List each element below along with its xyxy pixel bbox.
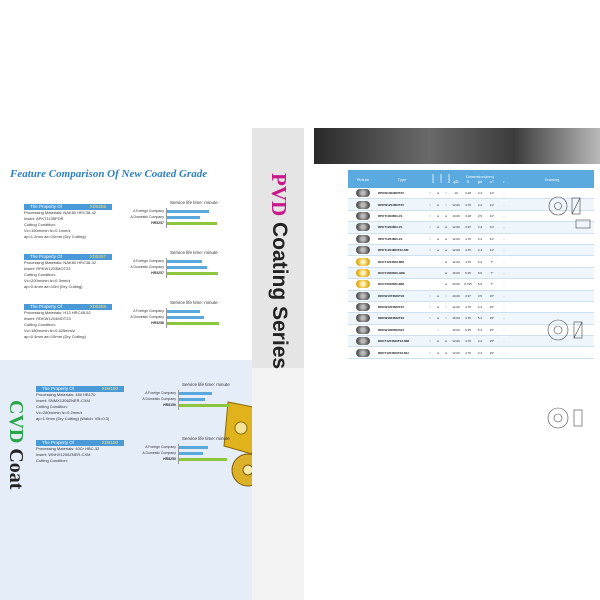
grade-availability: ○ (429, 191, 431, 196)
grade-availability: ○ (445, 316, 447, 321)
property-detail-line: Vc=150m/min fz=0.1mm/z (24, 228, 71, 233)
grade-availability: ● (437, 293, 439, 298)
chart-title: Service life time: minute (182, 436, 230, 441)
cvd-title-b: Coat (5, 443, 27, 490)
property-model: XD5258 (89, 304, 106, 309)
dimension-cell: 4.76 (465, 350, 471, 355)
chart-title: Service life time: minute (170, 300, 218, 305)
dimension-cell: - (503, 191, 505, 196)
service-life-chart (130, 382, 240, 414)
dimension-cell: 15° (489, 316, 495, 321)
dimension-cell: 4.4 (477, 225, 483, 230)
dimension-cell: 3.97 (465, 225, 471, 230)
header-picture: Picture (356, 176, 370, 182)
property-detail-line: Cutting Condition: (24, 322, 56, 327)
dimension-cell: - (503, 305, 505, 310)
dimension-cell: 4.76 (465, 316, 471, 321)
header-dim-hole: ϕd (477, 179, 483, 184)
header-drawing: Drawing (544, 176, 560, 182)
dimension-cell: 4.4 (477, 339, 483, 344)
grade-availability: ○ (429, 236, 431, 241)
grade-availability: ○ (429, 316, 431, 321)
dimension-cell: 11° (489, 236, 495, 241)
grade-availability: ○ (429, 248, 431, 253)
insert-thumbnail (348, 292, 378, 300)
insert-icon (356, 246, 370, 254)
dimension-cell: 12.00 (452, 305, 460, 310)
property-detail-line: Processing Materials: 45# HB170 (36, 392, 96, 397)
dimension-cell: 6.35 (465, 327, 471, 332)
dimension-cell: 4.76 (465, 202, 471, 207)
dimension-cell: - (503, 316, 505, 321)
dimension-cell: 3.97 (465, 293, 471, 298)
header-grade-3: XD5258 (447, 174, 450, 184)
service-life-chart (118, 250, 228, 282)
dimension-cell: 15° (489, 305, 495, 310)
insert-icon (356, 337, 370, 345)
dimension-cell: 10 (454, 191, 458, 196)
insert-type: RDKW1604MOT23 (378, 316, 405, 321)
dimension-cell: - (503, 270, 505, 275)
property-block (24, 204, 112, 240)
property-detail-line: Cutting Condition: (24, 272, 56, 277)
chart-bar-label: A Foreign Company (133, 209, 164, 213)
property-detail-line: ap=1.0mm (Dry Cutting) (Watch: VB=0.3) (36, 416, 110, 421)
insert-thumbnail (348, 201, 378, 209)
grade-availability: ○ (429, 202, 431, 207)
property-detail-line: Processing Materials: 40Cr HBC-32 (36, 446, 100, 451)
dimension-cell: 15° (489, 339, 495, 344)
dimension-cell: 4.4 (477, 191, 483, 196)
chart-bar (167, 210, 209, 213)
pvd-title-a: PVD (267, 173, 291, 217)
dimension-cell: - (503, 225, 505, 230)
dimension-cell: 11° (489, 225, 495, 230)
chart-bar-label: A Foreign Company (145, 445, 176, 449)
dimension-cell: 12.00 (452, 259, 460, 264)
chart-bar (167, 316, 204, 319)
grade-availability: ● (445, 236, 447, 241)
grade-availability: ○ (429, 293, 431, 298)
dimension-cell: 15° (489, 327, 495, 332)
service-life-chart (118, 300, 228, 332)
grade-availability: ● (445, 259, 447, 264)
header-grade-1: XD5255 (431, 174, 434, 184)
dimension-cell: 4.4 (477, 202, 483, 207)
grade-availability: ● (437, 225, 439, 230)
insert-type: RPKT1204MOT23-SM (378, 248, 409, 253)
table-header (348, 170, 594, 188)
grade-availability: ● (437, 339, 439, 344)
insert-icon (356, 212, 370, 220)
property-detail-line: ap=0.4mm ae=10m (Dry Cutting) (24, 284, 83, 289)
property-label: The Property Of (42, 386, 75, 391)
dimension-cell: - (503, 350, 505, 355)
service-life-chart (130, 436, 240, 468)
chart-bar-label: A Domestic Company (130, 215, 164, 219)
property-label: The Property Of (30, 204, 63, 209)
grade-availability: ● (445, 339, 447, 344)
dimension-cell: - (503, 282, 505, 287)
property-detail-line: Insert: APKT1135PDR (24, 216, 64, 221)
insert-type: RCKT2006MO-MM (378, 282, 404, 287)
chart-bar-label: A Foreign Company (133, 259, 164, 263)
insert-icon (356, 201, 370, 209)
insert-type: RDKT1204MOT23-MH (378, 350, 409, 355)
property-detail-line: Vc=180m/min fz=0.425mm/z (24, 328, 75, 333)
grade-availability: ○ (437, 327, 439, 332)
cvd-coating-title (4, 400, 27, 489)
grade-availability: ● (437, 248, 439, 253)
pvd-coating-title (266, 173, 291, 369)
grade-availability: ● (445, 282, 447, 287)
header-dimension: Dimension(mm) (465, 174, 495, 179)
dimension-cell: - (503, 339, 505, 344)
property-detail-line: Insert: RDKW1204MOT23 (24, 316, 71, 321)
dimension-cell: 3.18 (465, 213, 471, 218)
inserts-photo-banner (314, 128, 600, 164)
dimension-cell: 11° (489, 191, 495, 196)
property-model: XD5257 (89, 254, 106, 259)
chart-bar (167, 222, 217, 225)
dimension-cell: 4.76 (465, 305, 471, 310)
dimension-cell: 15° (489, 350, 495, 355)
grade-availability: ● (445, 225, 447, 230)
chart-bar (167, 322, 219, 325)
header-dimension-subcols (450, 179, 510, 184)
pvd-coating-panel (252, 128, 600, 600)
property-detail-line: Insert: SNMX1306ZNER-CXM (36, 398, 90, 403)
dimension-cell: 5.4 (477, 327, 483, 332)
insert-icon (356, 303, 370, 311)
grade-availability: ○ (429, 339, 431, 344)
property-detail-line: Cutting Condition: (24, 222, 56, 227)
chart-title: Service life time: minute (170, 200, 218, 205)
insert-thumbnail (348, 314, 378, 322)
property-model: XD5255 (89, 204, 106, 209)
insert-thumbnail (348, 212, 378, 220)
insert-type: RDKW10T3MOT23 (378, 293, 405, 298)
dimension-cell: - (503, 293, 505, 298)
property-detail-line: Vc=200m/min fz=0.3mm/z (24, 278, 71, 283)
grade-availability: ● (437, 305, 439, 310)
dimension-cell: - (503, 202, 505, 207)
chart-bar-label: HR5257 (151, 221, 164, 225)
dimension-cell: - (503, 248, 505, 253)
dimension-cell: 4.4 (477, 350, 483, 355)
chart-bar (179, 404, 230, 407)
chart-bar (179, 398, 205, 401)
service-life-chart (118, 200, 228, 232)
header-dim-d: ϕD (453, 179, 459, 184)
grade-availability: ○ (429, 350, 431, 355)
insert-thumbnail (348, 337, 378, 345)
dimension-cell: 11° (489, 202, 495, 207)
insert-icon (356, 269, 370, 277)
insert-type: RPKT1204MO-JS (378, 236, 403, 241)
insert-type: RPKW1003MOT23 (378, 191, 404, 196)
grade-availability: ○ (445, 202, 447, 207)
chart-bar-label: A Foreign Company (133, 309, 164, 313)
dimension-cell: 10.00 (452, 293, 460, 298)
dimension-cell: 12.00 (452, 202, 460, 207)
grade-availability: ● (437, 202, 439, 207)
dimension-cell: 16.00 (452, 327, 460, 332)
dimension-cell: 3.5 (477, 213, 483, 218)
dimension-cell: - (503, 259, 505, 264)
grade-availability: ○ (445, 293, 447, 298)
property-label: The Property Of (42, 440, 75, 445)
insert-type: RDKW1606MOS15 (378, 327, 405, 332)
grade-availability: ● (437, 191, 439, 196)
dimension-cell: 3.18 (465, 191, 471, 196)
grade-availability: ● (437, 350, 439, 355)
grade-availability: ○ (445, 305, 447, 310)
insert-icon (356, 223, 370, 231)
chart-bar (167, 216, 200, 219)
property-detail-line: Cutting Condition: (36, 458, 68, 463)
dimension-cell: 4.76 (465, 236, 471, 241)
property-detail-line: Processing Materials: NAK80 HRC38-42 (24, 210, 97, 215)
dimension-cell: 4.76 (465, 259, 471, 264)
insert-thumbnail (348, 326, 378, 334)
dimension-cell: - (503, 236, 505, 241)
chart-title: Service life time: minute (170, 250, 218, 255)
dimension-cell: 10.00 (452, 213, 460, 218)
chart-bar (167, 266, 207, 269)
dimension-cell: 4.4 (477, 248, 483, 253)
insert-icon (356, 292, 370, 300)
chart-bar (179, 452, 203, 455)
dimension-cell: 3.5 (477, 293, 483, 298)
chart-bar-label: HR5257 (151, 271, 164, 275)
dimension-cell: 7° (490, 282, 494, 287)
dimension-cell: 5.6 (477, 282, 483, 287)
chart-bar-label: A Foreign Company (145, 391, 176, 395)
insert-icon (356, 189, 370, 197)
property-block (24, 254, 112, 290)
cvd-title-a: CVD (5, 400, 27, 444)
grade-availability: ● (437, 316, 439, 321)
property-detail-line: Insert: WNHX1206ZNER-CXM (36, 452, 91, 457)
property-detail-line: ap=0.4mm ae=15mm (Dry Cutting) (24, 334, 86, 339)
grade-availability: ● (445, 350, 447, 355)
chart-bar (167, 272, 218, 275)
chart-bar (179, 392, 212, 395)
chart-bar-label: HR5258 (151, 321, 164, 325)
dimension-cell: - (503, 213, 505, 218)
dimension-cell: 7° (490, 270, 494, 275)
header-type: Type (397, 176, 407, 182)
insert-thumbnail (348, 223, 378, 231)
insert-type: RPKW1204MOT23 (378, 202, 404, 207)
insert-thumbnail (348, 303, 378, 311)
dimension-cell: 15° (489, 293, 495, 298)
dimension-cell: 16.00 (452, 270, 460, 275)
chart-bar-label: A Domestic Company (142, 451, 176, 455)
dimension-cell: 12.00 (452, 225, 460, 230)
chart-bar-label: HR8150 (163, 403, 176, 407)
chart-bar-label: A Domestic Company (130, 265, 164, 269)
property-detail-line: Insert: RPKW1203MOT23 (24, 266, 71, 271)
property-detail-line: Processing Materials: NAK80 HRC38-42 (24, 260, 97, 265)
property-detail-line: ap=1.2mm ae=10mm (Dry Cutting) (24, 234, 86, 239)
insert-icon (356, 314, 370, 322)
insert-drawing-svg (542, 192, 594, 442)
property-detail-line: Vc=280m/min fz=0.2mm/z (36, 410, 83, 415)
insert-thumbnail (348, 349, 378, 357)
chart-bar-label: A Domestic Company (130, 315, 164, 319)
property-block (36, 386, 124, 422)
property-model: XD8150 (101, 386, 118, 391)
insert-type: RDKT1204MOT23-MM (378, 339, 410, 344)
dimension-cell: - (503, 327, 505, 332)
insert-thumbnail (348, 235, 378, 243)
grade-availability: ● (445, 248, 447, 253)
insert-icon (356, 280, 370, 288)
dimension-cell: 7° (490, 259, 494, 264)
insert-type: RPKT1203MO-JS (378, 225, 403, 230)
grade-availability: ○ (429, 305, 431, 310)
header-grade-2: XD5257 (439, 174, 442, 184)
property-label: The Property Of (30, 304, 63, 309)
insert-thumbnail (348, 189, 378, 197)
dimension-cell: 4.76 (465, 248, 471, 253)
property-label: The Property Of (30, 254, 63, 259)
grade-availability: ● (437, 213, 439, 218)
insert-icon (356, 258, 370, 266)
dimension-cell: 4.76 (465, 339, 471, 344)
insert-thumbnail (348, 258, 378, 266)
property-model: XD8150 (101, 440, 118, 445)
chart-bar (179, 458, 227, 461)
insert-thumbnail (348, 280, 378, 288)
header-dim-angle: α° (490, 179, 494, 184)
feature-comparison-panel (0, 128, 252, 600)
header-dimension-group (450, 174, 510, 184)
dimension-cell: 5.4 (477, 316, 483, 321)
dimension-cell: 12.00 (452, 236, 460, 241)
dimension-cell: 12.00 (452, 248, 460, 253)
insert-icon (356, 349, 370, 357)
insert-thumbnail (348, 269, 378, 277)
insert-icon (356, 235, 370, 243)
grade-availability: ○ (445, 191, 447, 196)
property-block (24, 304, 112, 340)
dimension-cell: 12.00 (452, 350, 460, 355)
grade-availability: ○ (429, 213, 431, 218)
dimension-cell: 12.00 (452, 339, 460, 344)
property-detail-line: Cutting Condition: (36, 404, 68, 409)
dimension-cell: 11° (489, 248, 495, 253)
dimension-cell: 4.4 (477, 236, 483, 241)
dimension-cell: 4.4 (477, 305, 483, 310)
dimension-cell: 4.4 (477, 259, 483, 264)
insert-type: RDKW1204MOT23 (378, 305, 405, 310)
grade-availability: ● (445, 213, 447, 218)
chart-title: Service life time: minute (182, 382, 230, 387)
grade-availability: ● (437, 236, 439, 241)
feature-comparison-title: Feature Comparison Of New Coated Grade (10, 168, 208, 180)
dimension-cell: 6.735 (464, 282, 472, 287)
grade-availability: ● (445, 270, 447, 275)
property-block (36, 440, 124, 464)
insert-type: RCKT1204MO-MM (378, 259, 404, 264)
dimension-cell: 6.35 (465, 270, 471, 275)
grade-availability: ○ (429, 225, 431, 230)
chart-bar (167, 310, 200, 313)
header-dim-r: r (503, 179, 505, 184)
header-dim-s: S (466, 179, 470, 184)
dimension-cell: 11° (489, 213, 495, 218)
dimension-cell: 16.00 (452, 316, 460, 321)
dimension-cell: 20.00 (452, 282, 460, 287)
chart-bar-label: HR8250 (163, 457, 176, 461)
chart-bar (167, 260, 202, 263)
pvd-title-b: Coating Series (268, 216, 291, 370)
dimension-cell: 5.6 (477, 270, 483, 275)
insert-thumbnail (348, 246, 378, 254)
chart-bar-label: A Domestic Company (142, 397, 176, 401)
technical-drawings (542, 192, 594, 442)
insert-icon (356, 326, 370, 334)
insert-type: RCKT1606MO-HDE (378, 270, 406, 275)
insert-type: RPKT1003MO-JS (378, 213, 403, 218)
property-detail-line: Processing Materials: H13 HRC48-52 (24, 310, 91, 315)
chart-bar (179, 446, 208, 449)
